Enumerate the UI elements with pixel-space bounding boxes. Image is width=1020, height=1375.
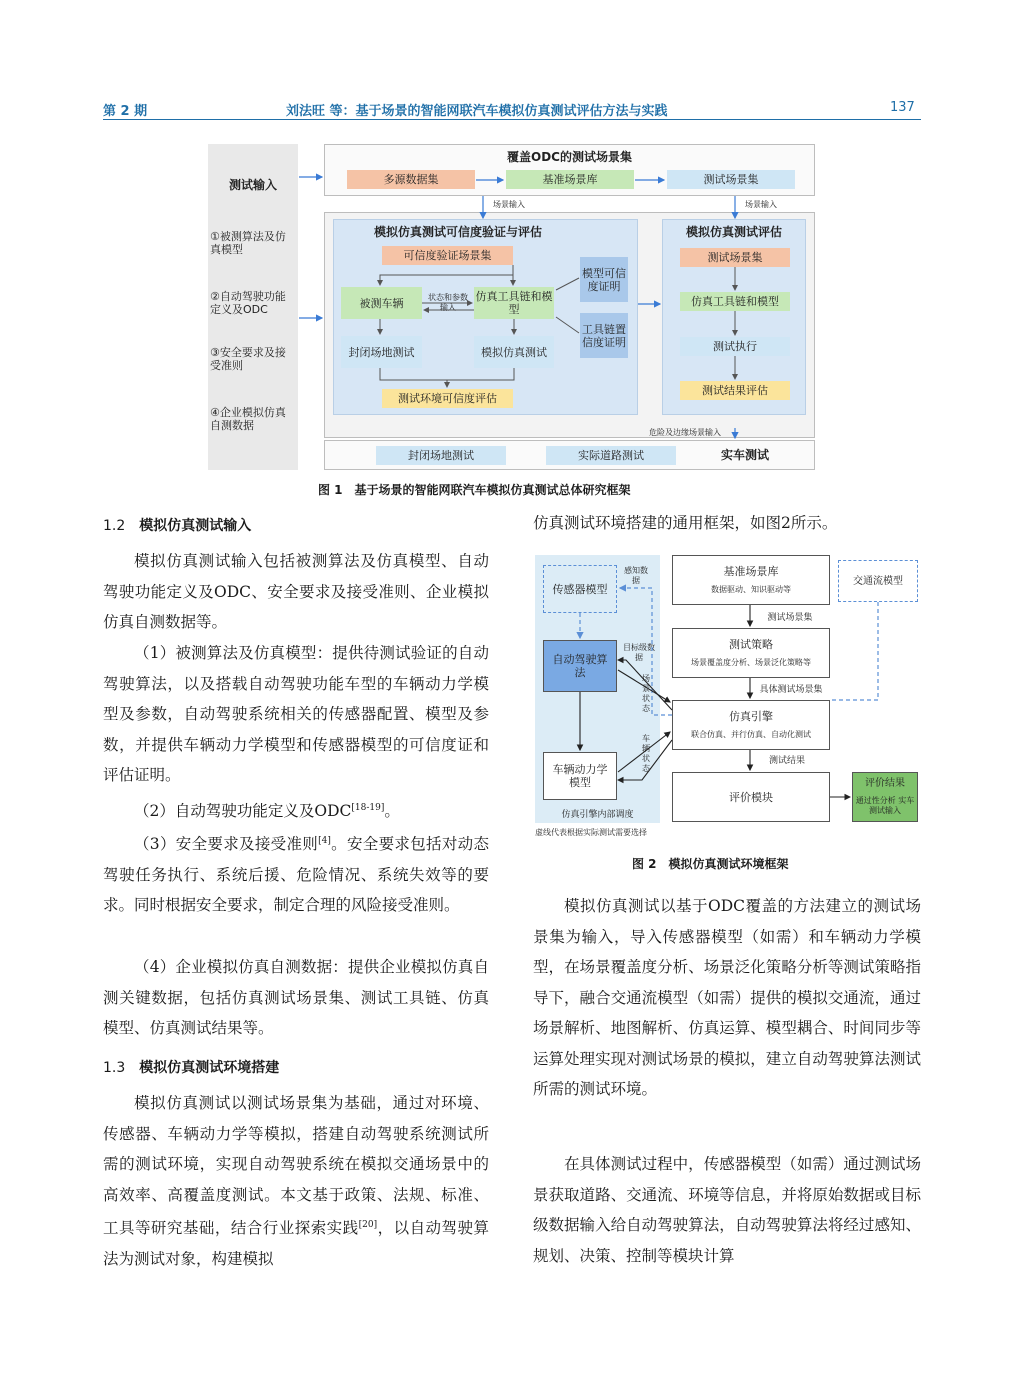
eval-item-execute: 测试执行 bbox=[680, 337, 790, 356]
scene-input-right: 场景输入 bbox=[745, 199, 777, 209]
odc-item-test-set: 测试场景集 bbox=[667, 170, 795, 189]
section-1-3-number: 1.3 bbox=[103, 1060, 126, 1076]
toolchain-credibility: 工具链置信度证明 bbox=[580, 313, 628, 358]
sim-result-label: 测试结果 bbox=[768, 755, 805, 766]
input-title: 测试输入 bbox=[228, 177, 277, 192]
figure-1-caption bbox=[318, 481, 631, 498]
strategy-sub: 场景覆盖度分析、场景泛化策略等 bbox=[691, 657, 811, 667]
odc-item-multisource: 多源数据集 bbox=[347, 170, 475, 189]
verify-scene-set: 可信度验证场景集 bbox=[382, 246, 513, 265]
journal-issue: 第 2 期 bbox=[103, 104, 148, 119]
left-paragraph-4: （3）安全要求及接受准则[4]。安全要求包括对动态驾驶任务执行、系统后援、危险情况、系统失效等的要求。同时根据安全要求，制定合理的风险接受准则。 bbox=[103, 835, 489, 915]
left-paragraph-2: （1）被测算法及仿真模型：提供待测试验证的自动驾驶算法，以及搭载自动驾驶功能车型的车辆动力学模型及参数，自动驾驶系统相关的传感器配置、模型及参数，并提供车辆动力学模型和传感器模型的可信度证和评估证明。 bbox=[103, 644, 489, 784]
right-paragraph-0: 仿真测试环境搭建的通用框架，如图2所示。 bbox=[533, 514, 838, 532]
right-paragraph-1: 模拟仿真测试以基于ODC覆盖的方法建立的测试场景集为输入，导入传感器模型（如需）和车辆动力学模型，在场景覆盖度分析、场景泛化策略分析等测试策略指导下，融合交通流模型（如需）提供的模拟交通流，通过场景解析、地图解析、仿真运算、模型耦合、时间同步等运算处理实现对测试场景的模拟，建立自动驾驶算法测试所需的测试环境。 bbox=[533, 897, 921, 1098]
target-data-label: 目标级数据 bbox=[623, 643, 655, 662]
verify-title: 模拟仿真测试可信度验证与评估 bbox=[373, 224, 542, 239]
figure-2-title: 模拟仿真测试环境框架 bbox=[668, 857, 789, 871]
vehicle-status-label: 车辆状态 bbox=[642, 734, 650, 773]
figure-2-number: 图 2 bbox=[632, 857, 657, 871]
right-paragraph-2: 在具体测试过程中，传感器模型（如需）通过测试场景获取道路、交通流、环境等信息，并将原始数据或目标级数据输入给自动驾驶算法，自动驾驶算法将经过感知、规划、决策、控制等模块计算 bbox=[533, 1155, 921, 1265]
engine-title: 仿真引擎 bbox=[729, 709, 773, 723]
perception-data-label: 感知数据 bbox=[624, 566, 648, 585]
left-paragraph-1: 模拟仿真测试输入包括被测算法及仿真模型、自动驾驶功能定义及ODC、安全要求及接受准则、企业模拟仿真自测数据等。 bbox=[103, 552, 489, 631]
figure-1-title: 基于场景的智能网联汽车模拟仿真测试总体研究框架 bbox=[354, 483, 631, 497]
figure-1-number: 图 1 bbox=[318, 483, 343, 497]
eval-item-toolchain: 仿真工具链和模型 bbox=[680, 292, 790, 311]
eval-item-result: 测试结果评估 bbox=[680, 381, 790, 400]
input-item-3: ③安全要求及接受准则 bbox=[210, 346, 286, 372]
ad-algorithm-label: 自动驾驶算法 bbox=[552, 653, 608, 679]
eval-result-title: 评价结果 bbox=[865, 777, 905, 789]
figure-1-arrows bbox=[200, 140, 820, 475]
strategy-title: 测试策略 bbox=[729, 637, 773, 651]
page-number: 137 bbox=[890, 100, 915, 115]
eval-result-sub: 通过性分析 实车测试输入 bbox=[855, 796, 915, 815]
section-1-2-heading bbox=[103, 515, 251, 535]
real-item-closed-field: 封闭场地测试 bbox=[376, 446, 506, 465]
left-paragraph-3: （2）自动驾驶功能定义及ODC[18-19]。 bbox=[134, 802, 400, 821]
input-item-4: ④企业模拟仿真自测数据 bbox=[210, 406, 286, 432]
section-1-2-title: 模拟仿真测试输入 bbox=[139, 518, 252, 534]
closed-field-test: 封闭场地测试 bbox=[341, 336, 422, 368]
scene-input-left: 场景输入 bbox=[493, 199, 525, 209]
env-credibility-eval: 测试环境可信度评估 bbox=[382, 389, 513, 408]
test-scene-set-label: 测试场景集 bbox=[767, 612, 813, 623]
vehicle-under-test: 被测车辆 bbox=[341, 287, 422, 319]
sensor-model-label: 传感器模型 bbox=[552, 582, 608, 596]
real-item-road: 实际道路测试 bbox=[546, 446, 676, 465]
section-1-2-number: 1.2 bbox=[103, 518, 126, 534]
left-paragraph-6: 模拟仿真测试以测试场景集为基础，通过对环境、传感器、车辆动力学等模拟，搭建自动驾驶系统测试所需的测试环境，实现自动驾驶系统在模拟交通场景中的高效率、高覆盖度测试。本文基于政策、法规、标准、工具等研究基础，结合行业探索实践[20]，以自动驾驶算法为测试对象，构建模拟 bbox=[103, 1094, 489, 1268]
specific-cases-label: 具体测试场景集 bbox=[759, 684, 823, 695]
toolchain-model: 仿真工具链和模型 bbox=[474, 287, 554, 319]
dashed-note: 虚线代表根据实际测试需要选择 bbox=[535, 827, 647, 837]
eval-module-label: 评价模块 bbox=[729, 790, 773, 804]
figure-2-caption bbox=[632, 855, 789, 872]
base-lib-title: 基准场景库 bbox=[723, 564, 779, 578]
engine-sub: 联合仿真、并行仿真、自动化测试 bbox=[691, 729, 811, 739]
odc-item-base-library: 基准场景库 bbox=[506, 170, 634, 189]
eval-title: 模拟仿真测试评估 bbox=[685, 224, 782, 239]
figure-2-arrows bbox=[530, 550, 925, 835]
base-lib-sub: 数据驱动、知识驱动等 bbox=[711, 584, 791, 594]
running-title: 刘法旺 等：基于场景的智能网联汽车模拟仿真测试评估方法与实践 bbox=[286, 104, 668, 119]
left-paragraph-5: （4）企业模拟仿真自测数据：提供企业模拟仿真自测关键数据，包括仿真测试场景集、测试工具链、仿真模型、仿真测试结果等。 bbox=[103, 958, 489, 1037]
danger-scene-input: 危险及边缘场景输入 bbox=[649, 427, 721, 437]
input-item-2: ②自动驾驶功能定义及ODC bbox=[210, 290, 286, 316]
input-item-1: ①被测算法及仿真模型 bbox=[210, 230, 286, 256]
state-param-label: 状态和参数输入 bbox=[428, 293, 468, 312]
odc-title: 覆盖ODC的测试场景集 bbox=[507, 149, 632, 164]
real-test-title: 实车测试 bbox=[720, 448, 769, 462]
inner-schedule-label: 仿真引擎内部调度 bbox=[561, 809, 634, 820]
traffic-model-label: 交通流模型 bbox=[853, 575, 903, 587]
section-1-3-heading bbox=[103, 1057, 279, 1077]
eval-item-scene-set: 测试场景集 bbox=[680, 248, 790, 267]
section-1-3-title: 模拟仿真测试环境搭建 bbox=[139, 1060, 280, 1076]
header-rule bbox=[103, 119, 921, 120]
scene-status-label: 场景状态 bbox=[642, 674, 650, 713]
vdm-label: 车辆动力学模型 bbox=[552, 763, 608, 789]
sim-test: 模拟仿真测试 bbox=[474, 336, 554, 368]
model-credibility: 模型可信度证明 bbox=[580, 257, 628, 302]
